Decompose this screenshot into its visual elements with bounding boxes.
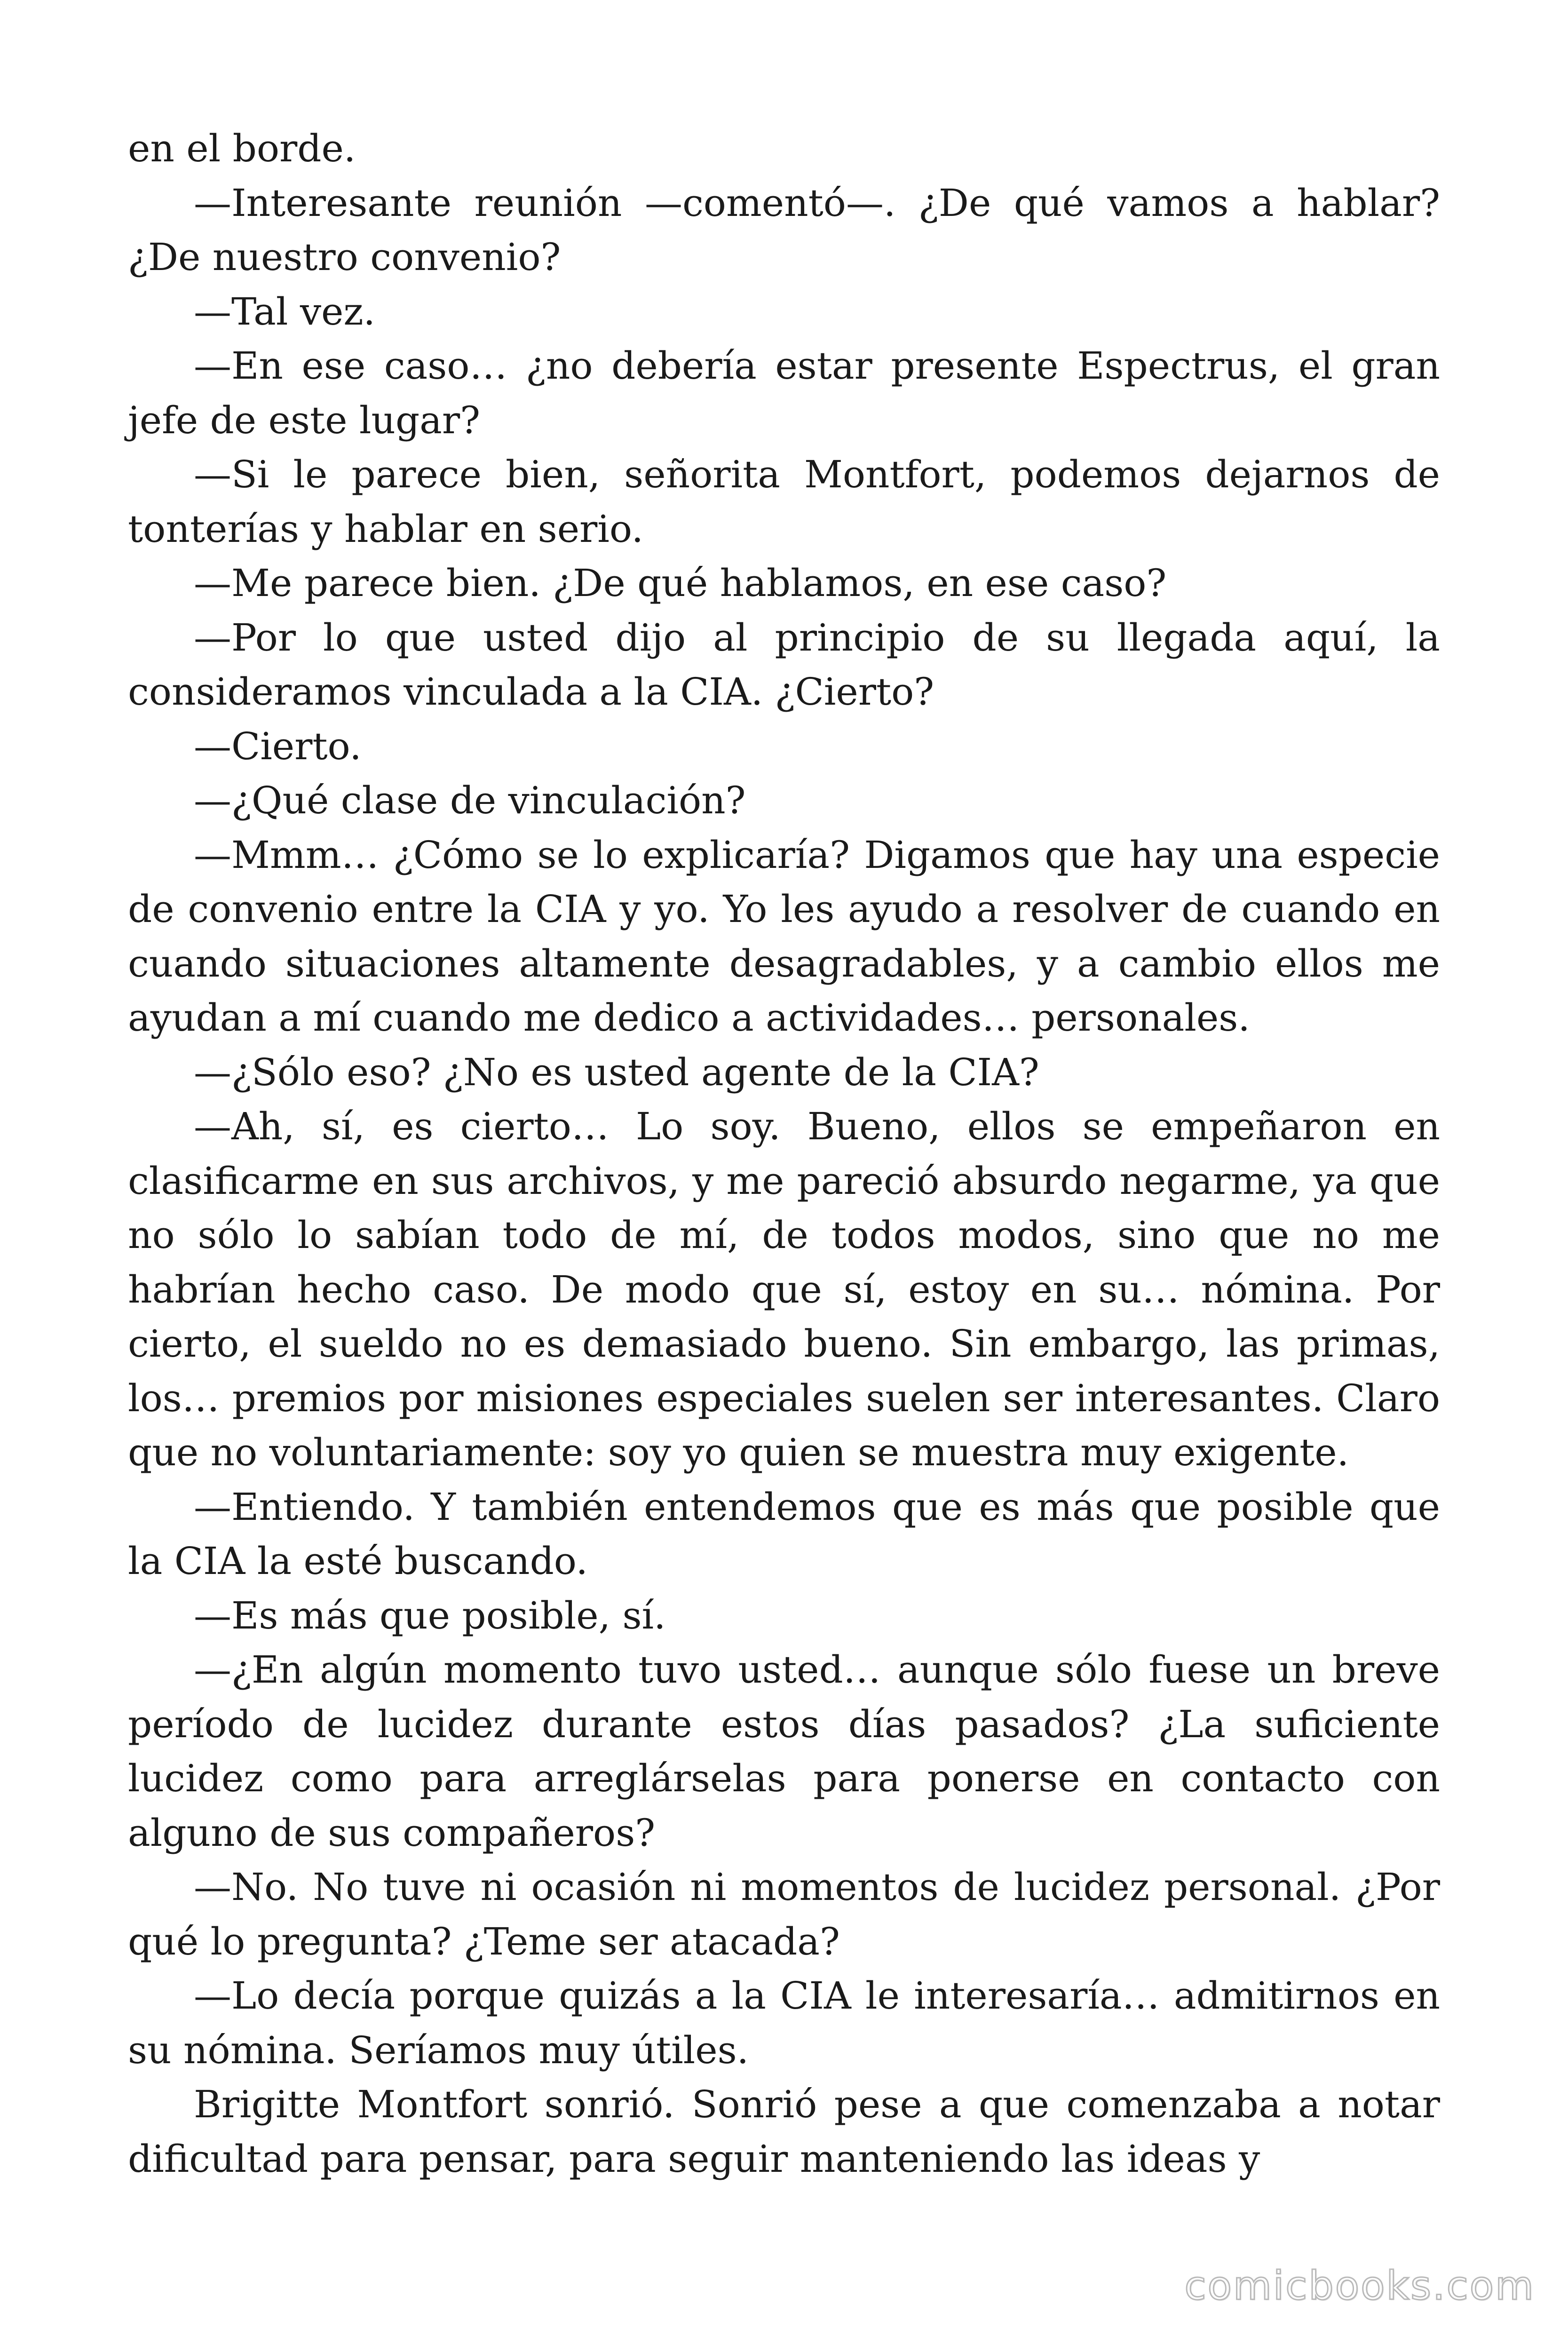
paragraph-17: —Lo decía porque quizás a la CIA le interesaría… admitirnos en su nómina. Seríamos muy útiles. <box>128 1974 1440 2072</box>
paragraph-13: —Entiendo. Y también entendemos que es más que posible que la CIA la esté buscando. <box>128 1485 1440 1583</box>
paragraph-2: —Interesante reunión —comentó—. ¿De qué vamos a hablar? ¿De nuestro convenio? <box>128 181 1440 279</box>
paragraph-1: en el borde. <box>128 127 356 170</box>
paragraph-18: Brigitte Montfort sonrió. Sonrió pese a que comenzaba a notar dificultad para pensar, para seguir manteniendo las ideas y <box>128 2082 1440 2181</box>
paragraph-11: —¿Sólo eso? ¿No es usted agente de la CIA? <box>194 1050 1039 1094</box>
paragraph-14: —Es más que posible, sí. <box>194 1593 666 1637</box>
paragraph-12: —Ah, sí, es cierto… Lo soy. Bueno, ellos se empeñaron en clasificarme en sus archivos, y me pareció absurdo negarme, ya que no sólo lo sabían todo de mí, de todos modos, sino que no me habrían hecho caso. De modo que sí, estoy en su… nómina. Por cierto, el sueldo no es demasiado bueno. Sin embargo, las primas, los… premios por misiones especiales suelen ser interesantes. Claro que no voluntariamente: soy yo quien se muestra muy exigente. <box>128 1104 1440 1474</box>
paragraph-9: —¿Qué clase de vinculación? <box>194 779 746 822</box>
page-body <box>128 121 1440 2186</box>
paragraph-4: —En ese caso… ¿no debería estar presente Espectrus, el gran jefe de este lugar? <box>128 344 1440 442</box>
paragraph-16: —No. No tuve ni ocasión ni momentos de lucidez personal. ¿Por qué lo pregunta? ¿Teme ser atacada? <box>128 1865 1440 1963</box>
watermark: comicbooks.com <box>1184 2263 1535 2309</box>
paragraph-5: —Si le parece bien, señorita Montfort, podemos dejarnos de tonterías y hablar en serio. <box>128 453 1440 551</box>
paragraph-15: —¿En algún momento tuvo usted… aunque sólo fuese un breve período de lucidez durante estos días pasados? ¿La suficiente lucidez como para arreglárselas para ponerse en contacto con alguno de sus compañeros? <box>128 1648 1440 1855</box>
paragraph-7: —Por lo que usted dijo al principio de su llegada aquí, la consideramos vinculada a la CIA. ¿Cierto? <box>128 615 1440 714</box>
paragraph-10: —Mmm… ¿Cómo se lo explicaría? Digamos que hay una especie de convenio entre la CIA y yo. Yo les ayudo a resolver de cuando en cuando situaciones altamente desagradables, y a cambio ellos me ayudan a mí cuando me dedico a actividades… personales. <box>128 833 1440 1040</box>
paragraph-3: —Tal vez. <box>194 289 375 334</box>
paragraph-6: —Me parece bien. ¿De qué hablamos, en ese caso? <box>194 561 1167 605</box>
paragraph-8: —Cierto. <box>194 724 362 768</box>
